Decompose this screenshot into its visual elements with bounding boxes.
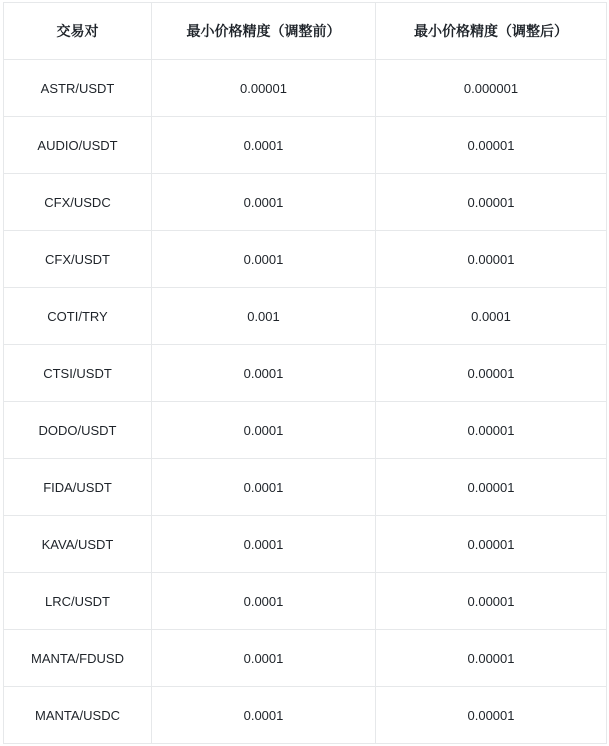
cell-trading-pair: DODO/USDT — [4, 402, 152, 459]
table-row — [4, 573, 607, 630]
cell-precision-before: 0.0001 — [152, 117, 376, 174]
cell-trading-pair: AUDIO/USDT — [4, 117, 152, 174]
cell-precision-before: 0.0001 — [152, 687, 376, 744]
cell-precision-after: 0.00001 — [376, 573, 607, 630]
cell-trading-pair: CFX/USDC — [4, 174, 152, 231]
table-row — [4, 117, 607, 174]
table-header-row — [4, 3, 607, 60]
cell-precision-after: 0.00001 — [376, 516, 607, 573]
cell-trading-pair: MANTA/USDC — [4, 687, 152, 744]
header-trading-pair: 交易对 — [4, 3, 152, 60]
cell-precision-after: 0.00001 — [376, 687, 607, 744]
cell-precision-after: 0.00001 — [376, 402, 607, 459]
table-row — [4, 60, 607, 117]
cell-trading-pair: CTSI/USDT — [4, 345, 152, 402]
table-row — [4, 345, 607, 402]
cell-trading-pair: FIDA/USDT — [4, 459, 152, 516]
table-row — [4, 174, 607, 231]
table-row — [4, 288, 607, 345]
header-precision-after: 最小价格精度（调整后） — [376, 3, 607, 60]
cell-trading-pair: MANTA/FDUSD — [4, 630, 152, 687]
cell-precision-before: 0.00001 — [152, 60, 376, 117]
cell-precision-before: 0.0001 — [152, 174, 376, 231]
cell-precision-after: 0.00001 — [376, 231, 607, 288]
cell-trading-pair: KAVA/USDT — [4, 516, 152, 573]
cell-precision-before: 0.0001 — [152, 345, 376, 402]
table-row — [4, 630, 607, 687]
cell-precision-before: 0.001 — [152, 288, 376, 345]
cell-precision-before: 0.0001 — [152, 573, 376, 630]
header-precision-before: 最小价格精度（调整前） — [152, 3, 376, 60]
table-row — [4, 402, 607, 459]
cell-precision-before: 0.0001 — [152, 231, 376, 288]
precision-table — [3, 2, 607, 744]
cell-precision-before: 0.0001 — [152, 516, 376, 573]
cell-precision-after: 0.00001 — [376, 459, 607, 516]
cell-precision-after: 0.00001 — [376, 174, 607, 231]
cell-precision-before: 0.0001 — [152, 459, 376, 516]
cell-precision-after: 0.000001 — [376, 60, 607, 117]
cell-precision-after: 0.00001 — [376, 630, 607, 687]
cell-trading-pair: CFX/USDT — [4, 231, 152, 288]
cell-precision-after: 0.0001 — [376, 288, 607, 345]
cell-trading-pair: ASTR/USDT — [4, 60, 152, 117]
cell-precision-after: 0.00001 — [376, 345, 607, 402]
table-row — [4, 516, 607, 573]
cell-trading-pair: LRC/USDT — [4, 573, 152, 630]
cell-precision-before: 0.0001 — [152, 402, 376, 459]
table-row — [4, 231, 607, 288]
table-row — [4, 459, 607, 516]
table-row — [4, 687, 607, 744]
cell-precision-before: 0.0001 — [152, 630, 376, 687]
cell-trading-pair: COTI/TRY — [4, 288, 152, 345]
cell-precision-after: 0.00001 — [376, 117, 607, 174]
